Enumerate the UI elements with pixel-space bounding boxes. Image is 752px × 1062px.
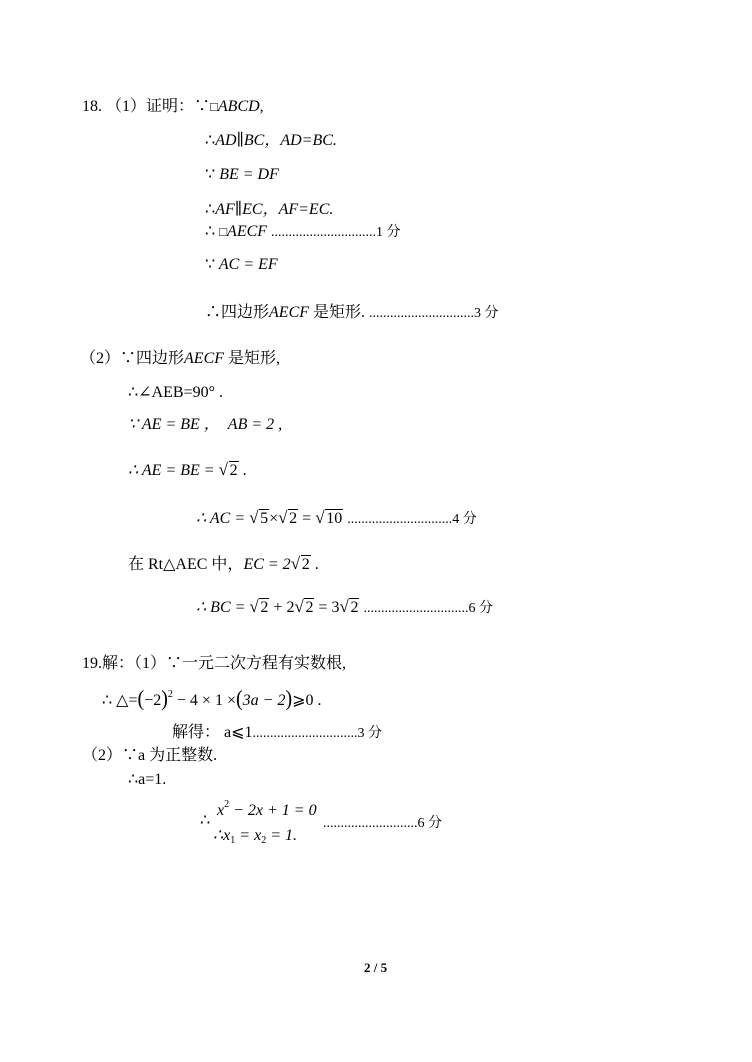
- q19-eq2: $\therefore x_1 = x_2 = 1$.: [213, 827, 297, 846]
- score-6: ..............................6 分: [363, 601, 493, 616]
- q18-part2-ae-be: ∵ AE = BE ， AB = 2 ,: [128, 416, 283, 433]
- q19-part2: （2）∵a 为正整数.: [82, 747, 218, 764]
- q18-line-7: ∴四边形AECF 是矩形. ..............................3 分: [205, 304, 499, 321]
- q18-part2-ac: ∴ AC = √ 5×√ 2 = √ 10 ..............................4 分: [196, 509, 477, 530]
- sqrt-2: √ 2: [220, 461, 239, 481]
- q19-eq1: $x^2 - 2x + 1 = 0$: [217, 799, 317, 819]
- q18-line-3: ∵ BE = DF: [205, 166, 279, 183]
- q18-part2-line-1: （2）∵四边形AECF 是矩形,: [80, 350, 281, 367]
- q18-part2-bc: ∴ BC = √ 2 + 2√ 2 = 3√ 2 ..............................6 分: [196, 598, 493, 619]
- q18-line-2: ∴AD∥BC，AD=BC.: [205, 132, 337, 149]
- q18-line-4: ∴AF∥EC，AF=EC.: [205, 201, 334, 218]
- q19-eq-score: ...........................6 分: [323, 816, 442, 831]
- q18-line-1: 18. （1）证明：∵□ABCD,: [82, 98, 264, 115]
- score-3: ..............................3 分: [369, 306, 499, 321]
- q19-a-eq: ∴a=1.: [128, 771, 167, 788]
- score-4: ..............................4 分: [347, 512, 477, 527]
- q18-part2-rt: 在 Rt△AEC 中，EC = 2√ 2 .: [128, 555, 319, 575]
- q19-delta: ∴ $\triangle=(-2)^2 - 4 \times 1 \times(3a$ − 2)⩾0 .: [102, 686, 322, 712]
- score-3b: ..............................3 分: [252, 726, 383, 741]
- q19-header: 19.解：（1）∵一元二次方程有实数根,: [82, 655, 347, 672]
- q18-line-5: ∴ □AECF ..............................1 分: [205, 223, 401, 240]
- q18-part2-ae-val: ∴ AE = BE = √ 2 .: [128, 461, 247, 481]
- score-1: ..............................1 分: [271, 225, 401, 240]
- page-number: 2 / 5: [364, 960, 388, 975]
- q19-solve: 解得： a⩽1..............................3 分: [172, 724, 383, 741]
- q18-header: 18. （1）证明：: [82, 98, 195, 115]
- q19-therefore-left: ∴: [200, 812, 211, 829]
- q18-part2-angle: ∴∠AEB=90° .: [128, 384, 224, 401]
- q18-line-6: ∵ AC = EF: [205, 256, 278, 273]
